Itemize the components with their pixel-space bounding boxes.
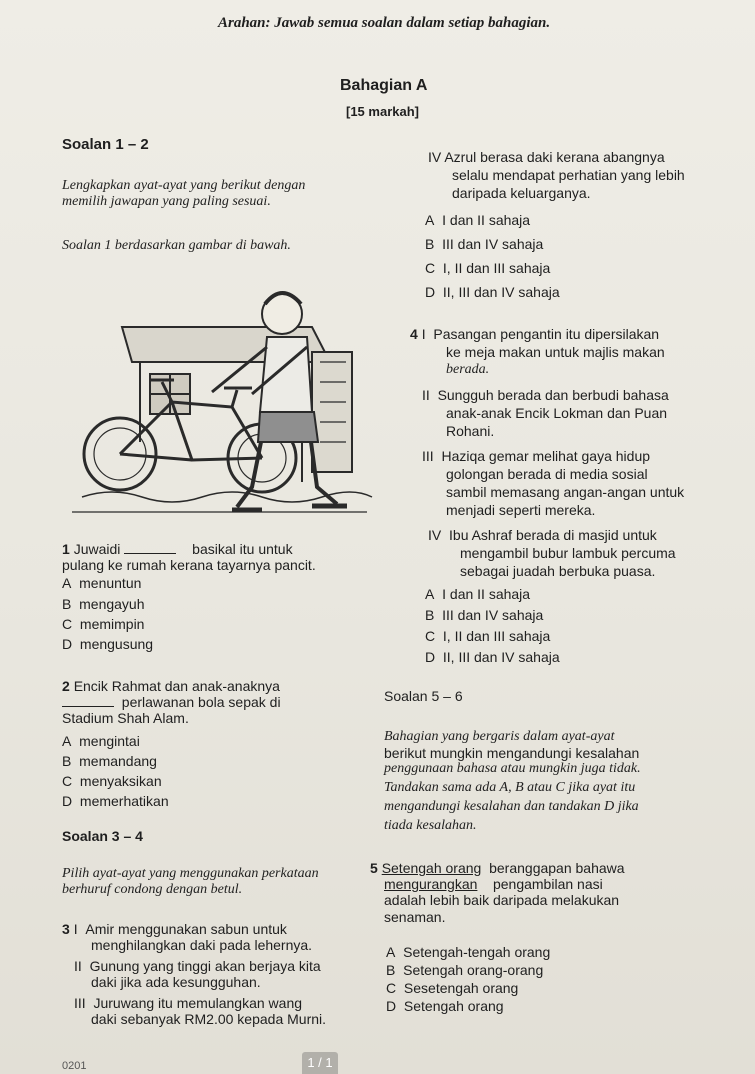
q1-stem-a: Juwaidi bbox=[73, 541, 121, 557]
instruction-3-4-line1: Pilih ayat-ayat yang menggunakan perkataan bbox=[62, 866, 319, 881]
soalan-3-4-heading: Soalan 3 – 4 bbox=[62, 828, 143, 844]
q2-option-b[interactable]: B memandang bbox=[62, 753, 157, 769]
q4-item-i: 4 I Pasangan pengantin itu dipersilakan bbox=[410, 326, 660, 342]
soalan-1-2-heading: Soalan 1 – 2 bbox=[62, 136, 149, 153]
q3-item-iii-line2: daki sebanyak RM2.00 kepada Murni. bbox=[91, 1011, 327, 1027]
q5-underlined-2: mengurangkan bbox=[384, 876, 478, 892]
q4-item-ii-line3: Rohani. bbox=[446, 423, 495, 439]
instruction-5-6-line5: mengandungi kesalahan dan tandakan D jika bbox=[384, 799, 639, 814]
q4-item-ii-line2: anak-anak Encik Lokman dan Puan bbox=[446, 405, 668, 421]
q1-number: 1 bbox=[62, 541, 70, 557]
soalan-5-6-heading: Soalan 5 – 6 bbox=[384, 688, 463, 704]
instruction-5-6-line3: penggunaan bahasa atau mungkin juga tidak. bbox=[384, 761, 641, 776]
q3-item-ii-line2: daki jika ada kesungguhan. bbox=[91, 974, 261, 990]
q3-item-ii: II Gunung yang tinggi akan berjaya kita bbox=[74, 958, 321, 974]
q4-item-iii-line3: sambil memasang angan-angan untuk bbox=[446, 484, 685, 500]
q2-answer-blank[interactable] bbox=[62, 695, 114, 707]
q2-option-d[interactable]: D memerhatikan bbox=[62, 793, 169, 809]
q4-item-iii-line2: golongan berada di media sosial bbox=[446, 466, 648, 482]
q4-item-iv-line2: mengambil bubur lambuk percuma bbox=[460, 545, 676, 561]
q4-option-c[interactable]: C I, II dan III sahaja bbox=[425, 628, 551, 644]
q1-option-a[interactable]: A menuntun bbox=[62, 575, 142, 591]
q4-item-iv: IV Ibu Ashraf berada di masjid untuk bbox=[428, 527, 657, 543]
q3-option-b[interactable]: B III dan IV sahaja bbox=[425, 236, 544, 252]
q4-item-iii: III Haziqa gemar melihat gaya hidup bbox=[422, 448, 651, 464]
q2-option-c[interactable]: C menyaksikan bbox=[62, 773, 162, 789]
soalan1-based-text: Soalan 1 berdasarkan gambar di bawah. bbox=[62, 238, 291, 253]
instruction-5-6-line1: Bahagian yang bergaris dalam ayat-ayat bbox=[384, 729, 615, 744]
q3-item-iv-line3: daripada keluarganya. bbox=[452, 185, 591, 201]
q2-stem-line2: perlawanan bola sepak di bbox=[62, 694, 281, 710]
q3-option-c[interactable]: C I, II dan III sahaja bbox=[425, 260, 551, 276]
instruction-5-6-line2: berikut mungkin mengandungi kesalahan bbox=[384, 745, 640, 761]
q1-stem-b: basikal itu untuk bbox=[192, 541, 293, 557]
q3-item-iv-line1: IV Azrul berasa daki kerana abangnya bbox=[428, 149, 665, 165]
q2-stem-line1: 2 Encik Rahmat dan anak-anaknya bbox=[62, 678, 280, 694]
q2-option-a[interactable]: A mengintai bbox=[62, 733, 140, 749]
instruction-3-4-line2: berhuruf condong dengan betul. bbox=[62, 882, 243, 897]
q3-option-a[interactable]: A I dan II sahaja bbox=[425, 212, 531, 228]
q3-item-i: 3 I Amir menggunakan sabun untuk bbox=[62, 921, 287, 937]
q4-option-a[interactable]: A I dan II sahaja bbox=[425, 586, 531, 602]
q5-option-a[interactable]: A Setengah-tengah orang bbox=[386, 944, 551, 960]
q1-stem bbox=[62, 541, 293, 557]
instruction-1-2-line1: Lengkapkan ayat-ayat yang berikut dengan bbox=[62, 178, 306, 193]
instruction-5-6-line4: Tandakan sama ada A, B atau C jika ayat itu bbox=[384, 780, 636, 795]
q4-item-ii: II Sungguh berada dan berbudi bahasa bbox=[422, 387, 669, 403]
q3-option-d[interactable]: D II, III dan IV sahaja bbox=[425, 284, 560, 300]
q4-item-i-line2: ke meja makan untuk majlis makan bbox=[446, 344, 665, 360]
page-indicator: 1 / 1 bbox=[302, 1052, 338, 1074]
q4-item-iii-line4: menjadi seperti mereka. bbox=[446, 502, 596, 518]
q3-item-i-line2: menghilangkan daki pada lehernya. bbox=[91, 937, 313, 953]
q5-option-c[interactable]: C Sesetengah orang bbox=[386, 980, 519, 996]
q2-stem-line3: Stadium Shah Alam. bbox=[62, 710, 189, 726]
q5-stem-line1: 5 Setengah orang beranggapan bahawa bbox=[370, 860, 625, 876]
q1-option-b[interactable]: B mengayuh bbox=[62, 596, 145, 612]
instruction-1-2-line2: memilih jawapan yang paling sesuai. bbox=[62, 194, 271, 209]
q5-underlined-1: Setengah orang bbox=[381, 860, 482, 876]
boy-bicycle-illustration bbox=[62, 282, 380, 535]
instruction-text: Arahan: Jawab semua soalan dalam setiap bahagian. bbox=[218, 15, 551, 31]
q4-item-iv-line3: sebagai juadah berbuka puasa. bbox=[460, 563, 656, 579]
q5-stem-line3: adalah lebih baik daripada melakukan bbox=[384, 892, 620, 908]
q1-answer-blank[interactable] bbox=[124, 542, 176, 554]
q5-stem-line2: mengurangkan pengambilan nasi bbox=[384, 876, 603, 892]
q1-option-d[interactable]: D mengusung bbox=[62, 636, 154, 652]
q1-stem-line2: pulang ke rumah kerana tayarnya pancit. bbox=[62, 557, 316, 573]
q4-option-d[interactable]: D II, III dan IV sahaja bbox=[425, 649, 560, 665]
q4-item-i-line3: berada. bbox=[446, 362, 490, 377]
q3-item-iv-line2: selalu mendapat perhatian yang lebih bbox=[452, 167, 685, 183]
section-marks: [15 markah] bbox=[346, 104, 419, 119]
q5-option-b[interactable]: B Setengah orang-orang bbox=[386, 962, 544, 978]
q5-option-d[interactable]: D Setengah orang bbox=[386, 998, 504, 1014]
q3-item-iii: III Juruwang itu memulangkan wang bbox=[74, 995, 303, 1011]
q5-stem-line4: senaman. bbox=[384, 909, 446, 925]
section-title: Bahagian A bbox=[340, 77, 428, 94]
q4-option-b[interactable]: B III dan IV sahaja bbox=[425, 607, 544, 623]
q1-option-c[interactable]: C memimpin bbox=[62, 616, 145, 632]
instruction-5-6-line6: tiada kesalahan. bbox=[384, 818, 477, 833]
corner-code: 0201 bbox=[62, 1060, 87, 1072]
